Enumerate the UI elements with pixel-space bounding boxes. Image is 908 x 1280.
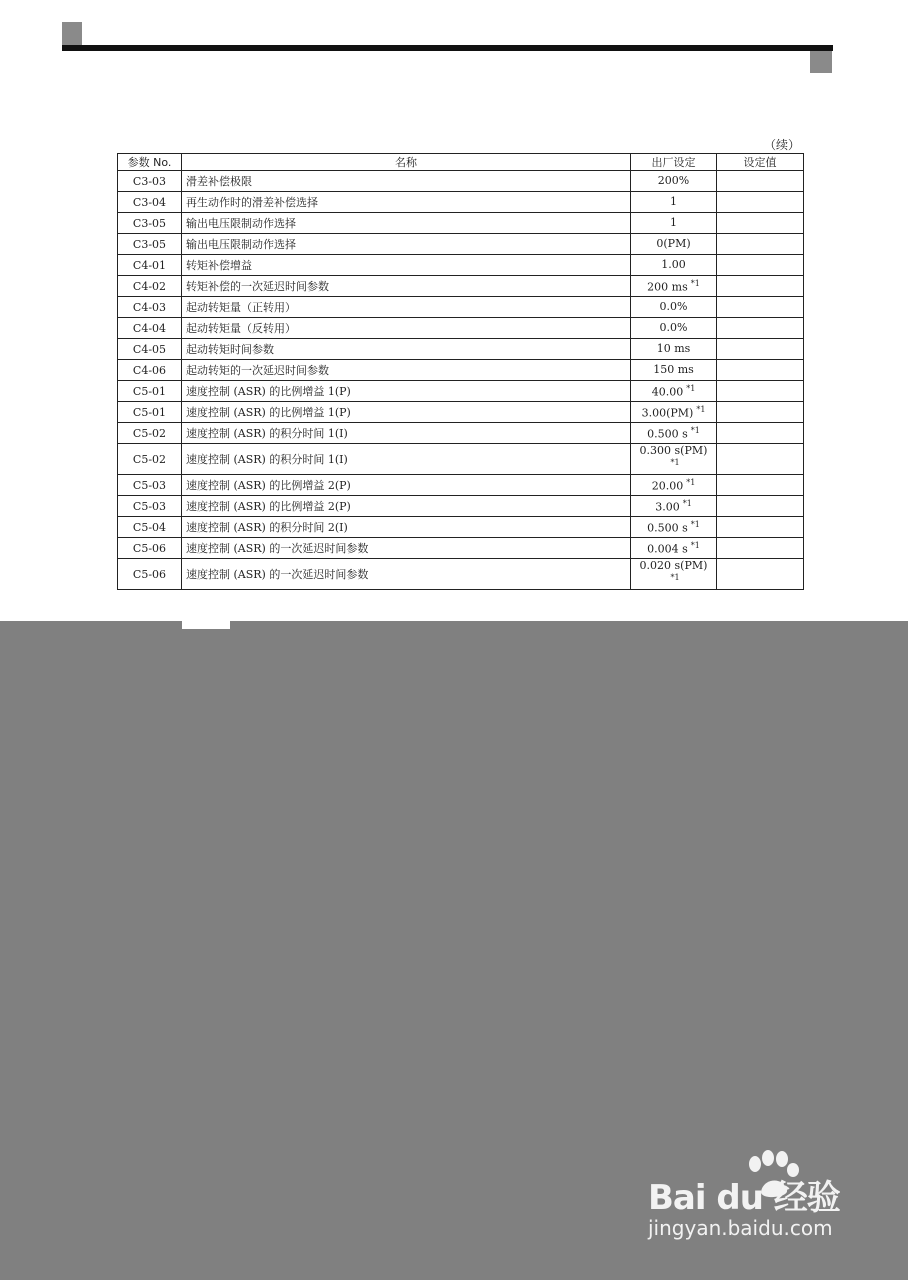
set-value-cell [717,276,804,297]
factory-value: 0.0% [659,300,688,313]
factory-setting-cell [631,538,717,559]
param-name-cell: 输出电压限制动作选择 [182,234,631,255]
factory-value: 20.00 [651,479,684,493]
set-value-cell [717,423,804,444]
footnote-mark: *1 [690,541,700,551]
param-name-cell: 速度控制 (ASR) 的积分时间 1(I) [182,444,631,475]
table-row [118,559,804,590]
factory-setting-cell [631,297,717,318]
table-row [118,171,804,192]
param-no-cell: C3-05 [118,213,182,234]
table-row [118,360,804,381]
factory-value: 1.00 [661,258,686,271]
set-value-cell [717,444,804,475]
set-value-cell [717,475,804,496]
set-value-cell [717,171,804,192]
param-name-cell: 再生动作时的滑差补偿选择 [182,192,631,213]
factory-value: 3.00 [655,500,680,514]
param-name-cell: 速度控制 (ASR) 的一次延迟时间参数 [182,559,631,590]
param-name-cell: 转矩补偿增益 [182,255,631,276]
table-header-row [118,154,804,171]
param-no-cell: C3-05 [118,234,182,255]
set-value-cell [717,360,804,381]
factory-setting-cell [631,517,717,538]
param-name-cell: 速度控制 (ASR) 的一次延迟时间参数 [182,538,631,559]
factory-value: 0.004 s [647,542,688,556]
header-factory-setting: 出厂设定 [631,154,717,171]
set-value-cell [717,318,804,339]
table-row [118,538,804,559]
footnote-mark: *1 [686,384,696,394]
table-row [118,213,804,234]
set-value-cell [717,402,804,423]
factory-value: 1 [670,195,677,208]
set-value-cell [717,538,804,559]
set-value-cell [717,297,804,318]
table-row [118,496,804,517]
factory-value: 0.500 s [647,521,688,535]
factory-setting-cell [631,444,717,475]
footnote-mark: *1 [696,405,706,415]
factory-value: 3.00(PM) [641,406,694,420]
factory-setting-cell [631,318,717,339]
factory-value: 0.300 s(PM) [639,444,708,458]
table-row [118,402,804,423]
footnote-mark: *1 [670,573,680,583]
param-no-cell: C5-01 [118,381,182,402]
factory-value: 0(PM) [656,237,691,250]
param-no-cell: C5-04 [118,517,182,538]
param-no-cell: C4-06 [118,360,182,381]
header-marker-left [62,22,82,46]
table-row [118,297,804,318]
table-row [118,276,804,297]
param-name-cell: 速度控制 (ASR) 的积分时间 2(I) [182,517,631,538]
set-value-cell [717,381,804,402]
header-marker-right [810,51,832,73]
parameter-table [117,153,804,590]
param-no-cell: C3-04 [118,192,182,213]
factory-value: 1 [670,216,677,229]
set-value-cell [717,192,804,213]
table-row [118,517,804,538]
table-row [118,339,804,360]
param-name-cell: 输出电压限制动作选择 [182,213,631,234]
param-no-cell: C4-03 [118,297,182,318]
set-value-cell [717,339,804,360]
param-name-cell: 起动转矩量（正转用） [182,297,631,318]
table-row [118,444,804,475]
param-no-cell: C4-01 [118,255,182,276]
footnote-mark: *1 [670,458,680,468]
set-value-cell [717,496,804,517]
factory-value: 10 ms [656,342,691,355]
param-no-cell: C5-06 [118,559,182,590]
set-value-cell [717,517,804,538]
footnote-mark: *1 [690,520,700,530]
footnote-mark: *1 [682,499,692,509]
table-row [118,318,804,339]
factory-setting-cell [631,213,717,234]
factory-setting-cell [631,559,717,590]
factory-value: 200 ms [647,280,688,294]
continued-label: （续） [763,138,800,152]
table-row [118,381,804,402]
factory-setting-cell [631,475,717,496]
header-name: 名称 [182,154,631,171]
factory-value: 0.020 s(PM) [639,559,708,573]
watermark-url: jingyan.baidu.com [648,1216,833,1240]
param-no-cell: C4-02 [118,276,182,297]
factory-setting-cell [631,234,717,255]
param-no-cell: C5-01 [118,402,182,423]
set-value-cell [717,234,804,255]
set-value-cell [717,559,804,590]
param-no-cell: C4-04 [118,318,182,339]
param-name-cell: 转矩补偿的一次延迟时间参数 [182,276,631,297]
factory-value: 0.0% [659,321,688,334]
param-name-cell: 速度控制 (ASR) 的比例增益 1(P) [182,381,631,402]
footnote-mark: *1 [690,426,700,436]
header-param-no: 参数 No. [118,154,182,171]
factory-value: 200% [657,174,690,187]
set-value-cell [717,213,804,234]
table-row [118,234,804,255]
param-name-cell: 滑差补偿极限 [182,171,631,192]
param-name-cell: 起动转矩时间参数 [182,339,631,360]
param-name-cell: 速度控制 (ASR) 的比例增益 2(P) [182,475,631,496]
param-name-cell: 速度控制 (ASR) 的积分时间 1(I) [182,423,631,444]
param-name-cell: 起动转矩的一次延迟时间参数 [182,360,631,381]
param-no-cell: C5-02 [118,423,182,444]
factory-value: 0.500 s [647,427,688,441]
table-row [118,192,804,213]
footnote-mark: *1 [690,279,700,289]
factory-setting-cell [631,423,717,444]
watermark-brand: Bai du 经验 [648,1178,840,1218]
param-no-cell: C3-03 [118,171,182,192]
factory-setting-cell [631,255,717,276]
set-value-cell [717,255,804,276]
param-name-cell: 速度控制 (ASR) 的比例增益 2(P) [182,496,631,517]
param-no-cell: C5-03 [118,475,182,496]
param-no-cell: C5-06 [118,538,182,559]
factory-setting-cell [631,360,717,381]
cut-off-row-fragment [182,621,230,629]
param-no-cell: C5-02 [118,444,182,475]
table-body [118,171,804,590]
table-row [118,475,804,496]
param-name-cell: 起动转矩量（反转用） [182,318,631,339]
param-name-cell: 速度控制 (ASR) 的比例增益 1(P) [182,402,631,423]
factory-setting-cell [631,402,717,423]
factory-value: 150 ms [653,363,694,376]
header-set-value: 设定值 [717,154,804,171]
factory-setting-cell [631,171,717,192]
factory-setting-cell [631,192,717,213]
param-no-cell: C4-05 [118,339,182,360]
factory-setting-cell [631,496,717,517]
table-row [118,255,804,276]
factory-setting-cell [631,339,717,360]
table-row [118,423,804,444]
factory-value: 40.00 [651,385,684,399]
factory-setting-cell [631,381,717,402]
param-no-cell: C5-03 [118,496,182,517]
header-rule [62,45,833,51]
footnote-mark: *1 [686,478,696,488]
factory-setting-cell [631,276,717,297]
